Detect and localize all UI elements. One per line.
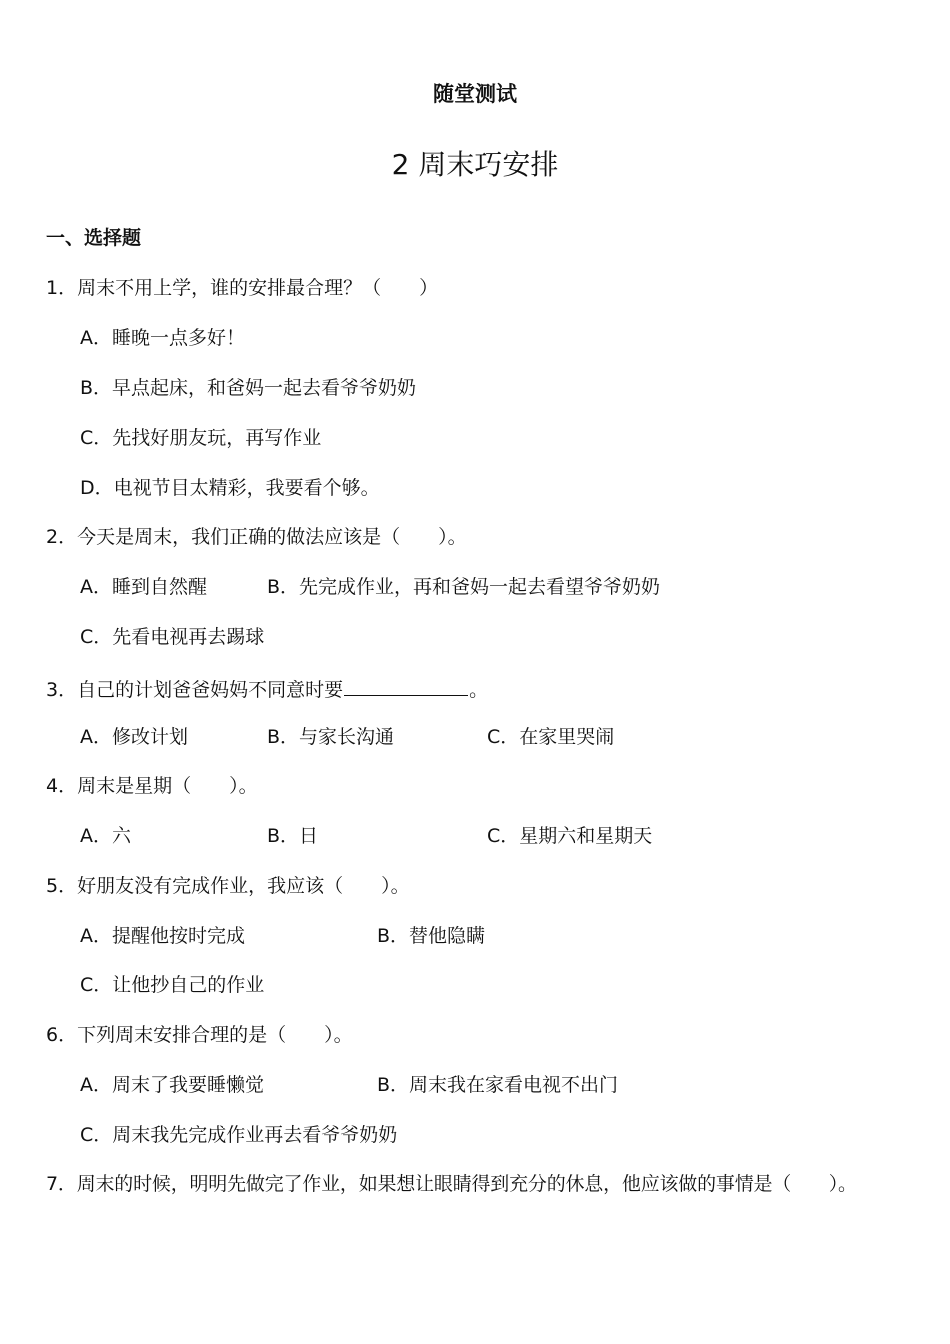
question-5-stem: 5．好朋友没有完成作业，我应该（ ）。 (46, 875, 410, 897)
answer-blank[interactable] (344, 675, 468, 696)
question-4-option-c: C．星期六和星期天 (487, 825, 653, 847)
question-6-option-b: B．周末我在家看电视不出门 (377, 1074, 619, 1096)
question-1-option-b: B．早点起床，和爸妈一起去看爷爷奶奶 (80, 377, 417, 399)
question-1-option-c: C．先找好朋友玩，再写作业 (80, 427, 322, 449)
question-6-stem: 6．下列周末安排合理的是（ ）。 (46, 1024, 353, 1046)
question-2-option-a: A．睡到自然醒 (80, 576, 207, 598)
question-3-stem-text: 3．自己的计划爸爸妈妈不同意时要 (46, 679, 344, 701)
question-1-stem: 1．周末不用上学，谁的安排最合理？（ ） (46, 277, 439, 299)
question-3-stem-end: 。 (469, 679, 489, 701)
question-1-option-d: D．电视节目太精彩，我要看个够。 (80, 477, 380, 499)
question-3-option-a: A．修改计划 (80, 726, 188, 748)
question-3-stem (46, 675, 488, 702)
page-header: 随堂测试 (433, 82, 517, 106)
question-5-option-b: B．替他隐瞒 (377, 925, 486, 947)
section-heading: 一、选择题 (46, 227, 142, 249)
question-3-option-b: B．与家长沟通 (267, 726, 395, 748)
question-7-stem: 7．周末的时候，明明先做完了作业，如果想让眼睛得到充分的休息，他应该做的事情是（ ）。 (46, 1173, 857, 1195)
question-6-option-a: A．周末了我要睡懒觉 (80, 1074, 264, 1096)
question-1-option-a: A．睡晚一点多好！ (80, 327, 245, 349)
question-2-stem: 2．今天是周末，我们正确的做法应该是（ ）。 (46, 526, 467, 548)
question-2-option-c: C．先看电视再去踢球 (80, 626, 265, 648)
page-title: 2 周末巧安排 (391, 148, 559, 181)
question-5-option-a: A．提醒他按时完成 (80, 925, 245, 947)
question-3-option-c: C．在家里哭闹 (487, 726, 615, 748)
question-5-option-c: C．让他抄自己的作业 (80, 974, 265, 996)
question-6-option-c: C．周末我先完成作业再去看爷爷奶奶 (80, 1124, 398, 1146)
question-4-stem: 4．周末是星期（ ）。 (46, 775, 258, 797)
question-4-option-a: A．六 (80, 825, 131, 847)
question-2-option-b: B．先完成作业，再和爸妈一起去看望爷爷奶奶 (267, 576, 661, 598)
question-4-option-b: B．日 (267, 825, 319, 847)
